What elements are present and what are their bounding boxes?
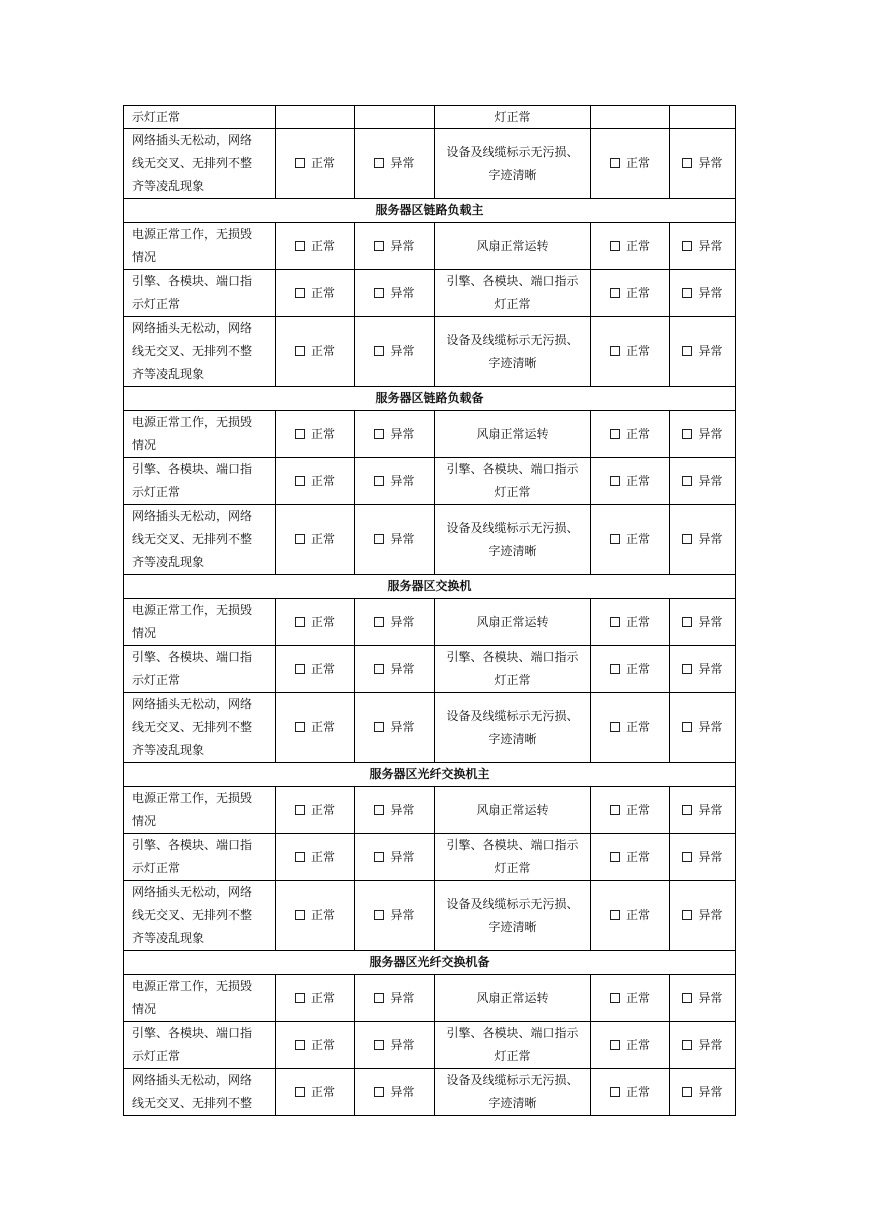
checkbox-icon (610, 664, 620, 674)
abnormal-checkbox[interactable]: 异常 (355, 411, 435, 458)
table-row (124, 458, 736, 505)
section-header-row (124, 199, 736, 223)
checkbox-icon (610, 288, 620, 298)
item-label: 网络插头无松动，网络 线无交叉、无排列不整 齐等凌乱现象 (124, 317, 276, 387)
item-label: 设备及线缆标示无污损、 字迹清晰 (435, 317, 591, 387)
abnormal-checkbox[interactable]: 异常 (670, 270, 736, 317)
normal-checkbox[interactable]: 正常 (591, 599, 670, 646)
checkbox-icon (682, 158, 692, 168)
abnormal-checkbox[interactable]: 异常 (670, 129, 736, 199)
section-header-row (124, 951, 736, 975)
normal-checkbox[interactable]: 正常 (276, 458, 355, 505)
checkbox-icon (295, 1040, 305, 1050)
checkbox-icon (610, 1040, 620, 1050)
inspection-sheet (123, 105, 735, 1116)
item-label: 网络插头无松动，网络 线无交叉、无排列不整 齐等凌乱现象 (124, 129, 276, 199)
table-row (124, 106, 736, 129)
abnormal-checkbox[interactable]: 异常 (355, 1022, 435, 1069)
normal-checkbox[interactable]: 正常 (591, 317, 670, 387)
checkbox-icon (374, 158, 384, 168)
inspection-table-body (124, 106, 736, 1116)
normal-checkbox[interactable]: 正常 (591, 1022, 670, 1069)
abnormal-checkbox[interactable]: 异常 (355, 129, 435, 199)
abnormal-checkbox[interactable]: 异常 (355, 1069, 435, 1116)
abnormal-checkbox[interactable]: 异常 (670, 223, 736, 270)
checkbox-icon (610, 158, 620, 168)
abnormal-checkbox[interactable]: 异常 (670, 787, 736, 834)
item-label: 网络插头无松动，网络 线无交叉、无排列不整 齐等凌乱现象 (124, 693, 276, 763)
checkbox-icon (374, 722, 384, 732)
normal-checkbox[interactable]: 正常 (591, 787, 670, 834)
normal-checkbox[interactable]: 正常 (276, 223, 355, 270)
normal-checkbox[interactable]: 正常 (276, 599, 355, 646)
table-row (124, 411, 736, 458)
checkbox-icon (682, 664, 692, 674)
item-label: 网络插头无松动，网络 线无交叉、无排列不整 齐等凌乱现象 (124, 881, 276, 951)
normal-checkbox[interactable]: 正常 (591, 223, 670, 270)
abnormal-checkbox[interactable]: 异常 (355, 458, 435, 505)
checkbox-icon (610, 346, 620, 356)
checkbox-icon (374, 664, 384, 674)
abnormal-checkbox[interactable]: 异常 (670, 317, 736, 387)
checkbox-icon (295, 722, 305, 732)
item-label: 设备及线缆标示无污损、 字迹清晰 (435, 1069, 591, 1116)
abnormal-checkbox[interactable]: 异常 (670, 505, 736, 575)
checkbox-icon (295, 805, 305, 815)
normal-checkbox[interactable]: 正常 (276, 317, 355, 387)
checkbox-icon (610, 993, 620, 1003)
item-label: 风扇正常运转 (435, 599, 591, 646)
checkbox-icon (374, 852, 384, 862)
item-label: 设备及线缆标示无污损、 字迹清晰 (435, 881, 591, 951)
item-label: 设备及线缆标示无污损、 字迹清晰 (435, 129, 591, 199)
abnormal-checkbox[interactable]: 异常 (670, 834, 736, 881)
abnormal-checkbox[interactable]: 异常 (670, 599, 736, 646)
checkbox-icon (295, 617, 305, 627)
normal-checkbox[interactable]: 正常 (591, 881, 670, 951)
normal-checkbox[interactable]: 正常 (591, 1069, 670, 1116)
normal-checkbox[interactable]: 正常 (591, 834, 670, 881)
checkbox-icon (295, 993, 305, 1003)
checkbox-icon (682, 617, 692, 627)
checkbox-icon (682, 852, 692, 862)
item-label: 引擎、各模块、端口指 示灯正常 (124, 834, 276, 881)
section-title: 服务器区链路负载主 (124, 199, 736, 223)
section-header-row (124, 387, 736, 411)
abnormal-checkbox[interactable]: 异常 (670, 411, 736, 458)
section-title: 服务器区链路负载备 (124, 387, 736, 411)
checkbox-icon (374, 288, 384, 298)
normal-checkbox[interactable]: 正常 (591, 646, 670, 693)
item-label: 设备及线缆标示无污损、 字迹清晰 (435, 693, 591, 763)
normal-checkbox[interactable]: 正常 (276, 505, 355, 575)
table-row (124, 270, 736, 317)
checkbox-icon (682, 429, 692, 439)
checkbox-icon (295, 1087, 305, 1097)
item-label: 引擎、各模块、端口指 示灯正常 (124, 270, 276, 317)
checkbox-icon (682, 346, 692, 356)
item-label: 引擎、各模块、端口指 示灯正常 (124, 646, 276, 693)
checkbox-icon (374, 476, 384, 486)
abnormal-checkbox[interactable]: 异常 (670, 1069, 736, 1116)
checkbox-icon (374, 993, 384, 1003)
normal-checkbox[interactable]: 正常 (591, 458, 670, 505)
normal-checkbox[interactable]: 正常 (276, 646, 355, 693)
abnormal-checkbox[interactable]: 异常 (355, 693, 435, 763)
item-label: 引擎、各模块、端口指示 灯正常 (435, 458, 591, 505)
checkbox-icon (610, 910, 620, 920)
item-label: 风扇正常运转 (435, 975, 591, 1022)
checkbox-icon (610, 241, 620, 251)
checkbox-icon (295, 664, 305, 674)
normal-checkbox[interactable]: 正常 (276, 693, 355, 763)
checkbox-icon (682, 910, 692, 920)
checkbox-icon (295, 476, 305, 486)
item-label: 网络插头无松动，网络 线无交叉、无排列不整 (124, 1069, 276, 1116)
abnormal-checkbox[interactable]: 异常 (670, 646, 736, 693)
checkbox-icon (610, 1087, 620, 1097)
abnormal-checkbox[interactable]: 异常 (670, 881, 736, 951)
checkbox-icon (374, 534, 384, 544)
checkbox-icon (610, 722, 620, 732)
item-label: 引擎、各模块、端口指 示灯正常 (124, 458, 276, 505)
inspection-table (123, 105, 736, 1116)
item-label: 灯正常 (435, 106, 591, 129)
checkbox-icon (374, 241, 384, 251)
normal-checkbox[interactable]: 正常 (276, 270, 355, 317)
table-row (124, 881, 736, 951)
item-label: 网络插头无松动，网络 线无交叉、无排列不整 齐等凌乱现象 (124, 505, 276, 575)
checkbox-icon (295, 852, 305, 862)
normal-checkbox[interactable]: 正常 (591, 129, 670, 199)
checkbox-icon (610, 617, 620, 627)
item-label: 引擎、各模块、端口指示 灯正常 (435, 646, 591, 693)
checkbox-icon (374, 910, 384, 920)
abnormal-checkbox[interactable]: 异常 (355, 834, 435, 881)
empty-cell (591, 106, 670, 129)
section-header-row (124, 575, 736, 599)
item-label: 引擎、各模块、端口指示 灯正常 (435, 834, 591, 881)
checkbox-icon (682, 805, 692, 815)
section-title: 服务器区光纤交换机主 (124, 763, 736, 787)
checkbox-icon (682, 1040, 692, 1050)
normal-checkbox[interactable]: 正常 (591, 505, 670, 575)
abnormal-checkbox[interactable]: 异常 (355, 975, 435, 1022)
checkbox-icon (682, 241, 692, 251)
table-row (124, 1022, 736, 1069)
item-label: 引擎、各模块、端口指 示灯正常 (124, 1022, 276, 1069)
checkbox-icon (374, 346, 384, 356)
checkbox-icon (374, 805, 384, 815)
checkbox-icon (682, 1087, 692, 1097)
item-label: 电源正常工作，无损毁 情况 (124, 599, 276, 646)
normal-checkbox[interactable]: 正常 (276, 787, 355, 834)
item-label: 示灯正常 (124, 106, 276, 129)
checkbox-icon (295, 429, 305, 439)
checkbox-icon (610, 852, 620, 862)
normal-checkbox[interactable]: 正常 (276, 975, 355, 1022)
table-row (124, 129, 736, 199)
checkbox-icon (295, 910, 305, 920)
abnormal-checkbox[interactable]: 异常 (355, 646, 435, 693)
table-row (124, 787, 736, 834)
abnormal-checkbox[interactable]: 异常 (670, 1022, 736, 1069)
normal-checkbox[interactable]: 正常 (276, 1022, 355, 1069)
checkbox-icon (295, 346, 305, 356)
normal-checkbox[interactable]: 正常 (276, 881, 355, 951)
section-title: 服务器区光纤交换机备 (124, 951, 736, 975)
normal-checkbox[interactable]: 正常 (591, 693, 670, 763)
abnormal-checkbox[interactable]: 异常 (355, 881, 435, 951)
checkbox-icon (682, 722, 692, 732)
empty-cell (276, 106, 355, 129)
item-label: 电源正常工作，无损毁 情况 (124, 787, 276, 834)
table-row (124, 975, 736, 1022)
abnormal-checkbox[interactable]: 异常 (355, 787, 435, 834)
abnormal-checkbox[interactable]: 异常 (670, 693, 736, 763)
table-row (124, 1069, 736, 1116)
checkbox-icon (374, 429, 384, 439)
abnormal-checkbox[interactable]: 异常 (355, 599, 435, 646)
abnormal-checkbox[interactable]: 异常 (355, 317, 435, 387)
normal-checkbox[interactable]: 正常 (591, 411, 670, 458)
item-label: 风扇正常运转 (435, 411, 591, 458)
table-row (124, 505, 736, 575)
table-row (124, 693, 736, 763)
normal-checkbox[interactable]: 正常 (591, 975, 670, 1022)
checkbox-icon (295, 534, 305, 544)
abnormal-checkbox[interactable]: 异常 (355, 223, 435, 270)
abnormal-checkbox[interactable]: 异常 (355, 270, 435, 317)
table-row (124, 834, 736, 881)
normal-checkbox[interactable]: 正常 (276, 1069, 355, 1116)
abnormal-checkbox[interactable]: 异常 (670, 975, 736, 1022)
normal-checkbox[interactable]: 正常 (591, 270, 670, 317)
checkbox-icon (295, 288, 305, 298)
table-row (124, 317, 736, 387)
item-label: 电源正常工作，无损毁 情况 (124, 223, 276, 270)
checkbox-icon (610, 805, 620, 815)
item-label: 风扇正常运转 (435, 223, 591, 270)
checkbox-icon (610, 429, 620, 439)
item-label: 设备及线缆标示无污损、 字迹清晰 (435, 505, 591, 575)
section-header-row (124, 763, 736, 787)
checkbox-icon (682, 534, 692, 544)
item-label: 电源正常工作，无损毁 情况 (124, 975, 276, 1022)
checkbox-icon (682, 476, 692, 486)
normal-checkbox[interactable]: 正常 (276, 834, 355, 881)
table-row (124, 599, 736, 646)
checkbox-icon (295, 158, 305, 168)
checkbox-icon (295, 241, 305, 251)
empty-cell (670, 106, 736, 129)
normal-checkbox[interactable]: 正常 (276, 411, 355, 458)
checkbox-icon (374, 1087, 384, 1097)
normal-checkbox[interactable]: 正常 (276, 129, 355, 199)
item-label: 电源正常工作，无损毁 情况 (124, 411, 276, 458)
abnormal-checkbox[interactable]: 异常 (355, 505, 435, 575)
checkbox-icon (374, 1040, 384, 1050)
item-label: 引擎、各模块、端口指示 灯正常 (435, 270, 591, 317)
checkbox-icon (610, 534, 620, 544)
checkbox-icon (682, 288, 692, 298)
item-label: 引擎、各模块、端口指示 灯正常 (435, 1022, 591, 1069)
checkbox-icon (682, 993, 692, 1003)
abnormal-checkbox[interactable]: 异常 (670, 458, 736, 505)
table-row (124, 223, 736, 270)
section-title: 服务器区交换机 (124, 575, 736, 599)
empty-cell (355, 106, 435, 129)
checkbox-icon (374, 617, 384, 627)
checkbox-icon (610, 476, 620, 486)
table-row (124, 646, 736, 693)
item-label: 风扇正常运转 (435, 787, 591, 834)
